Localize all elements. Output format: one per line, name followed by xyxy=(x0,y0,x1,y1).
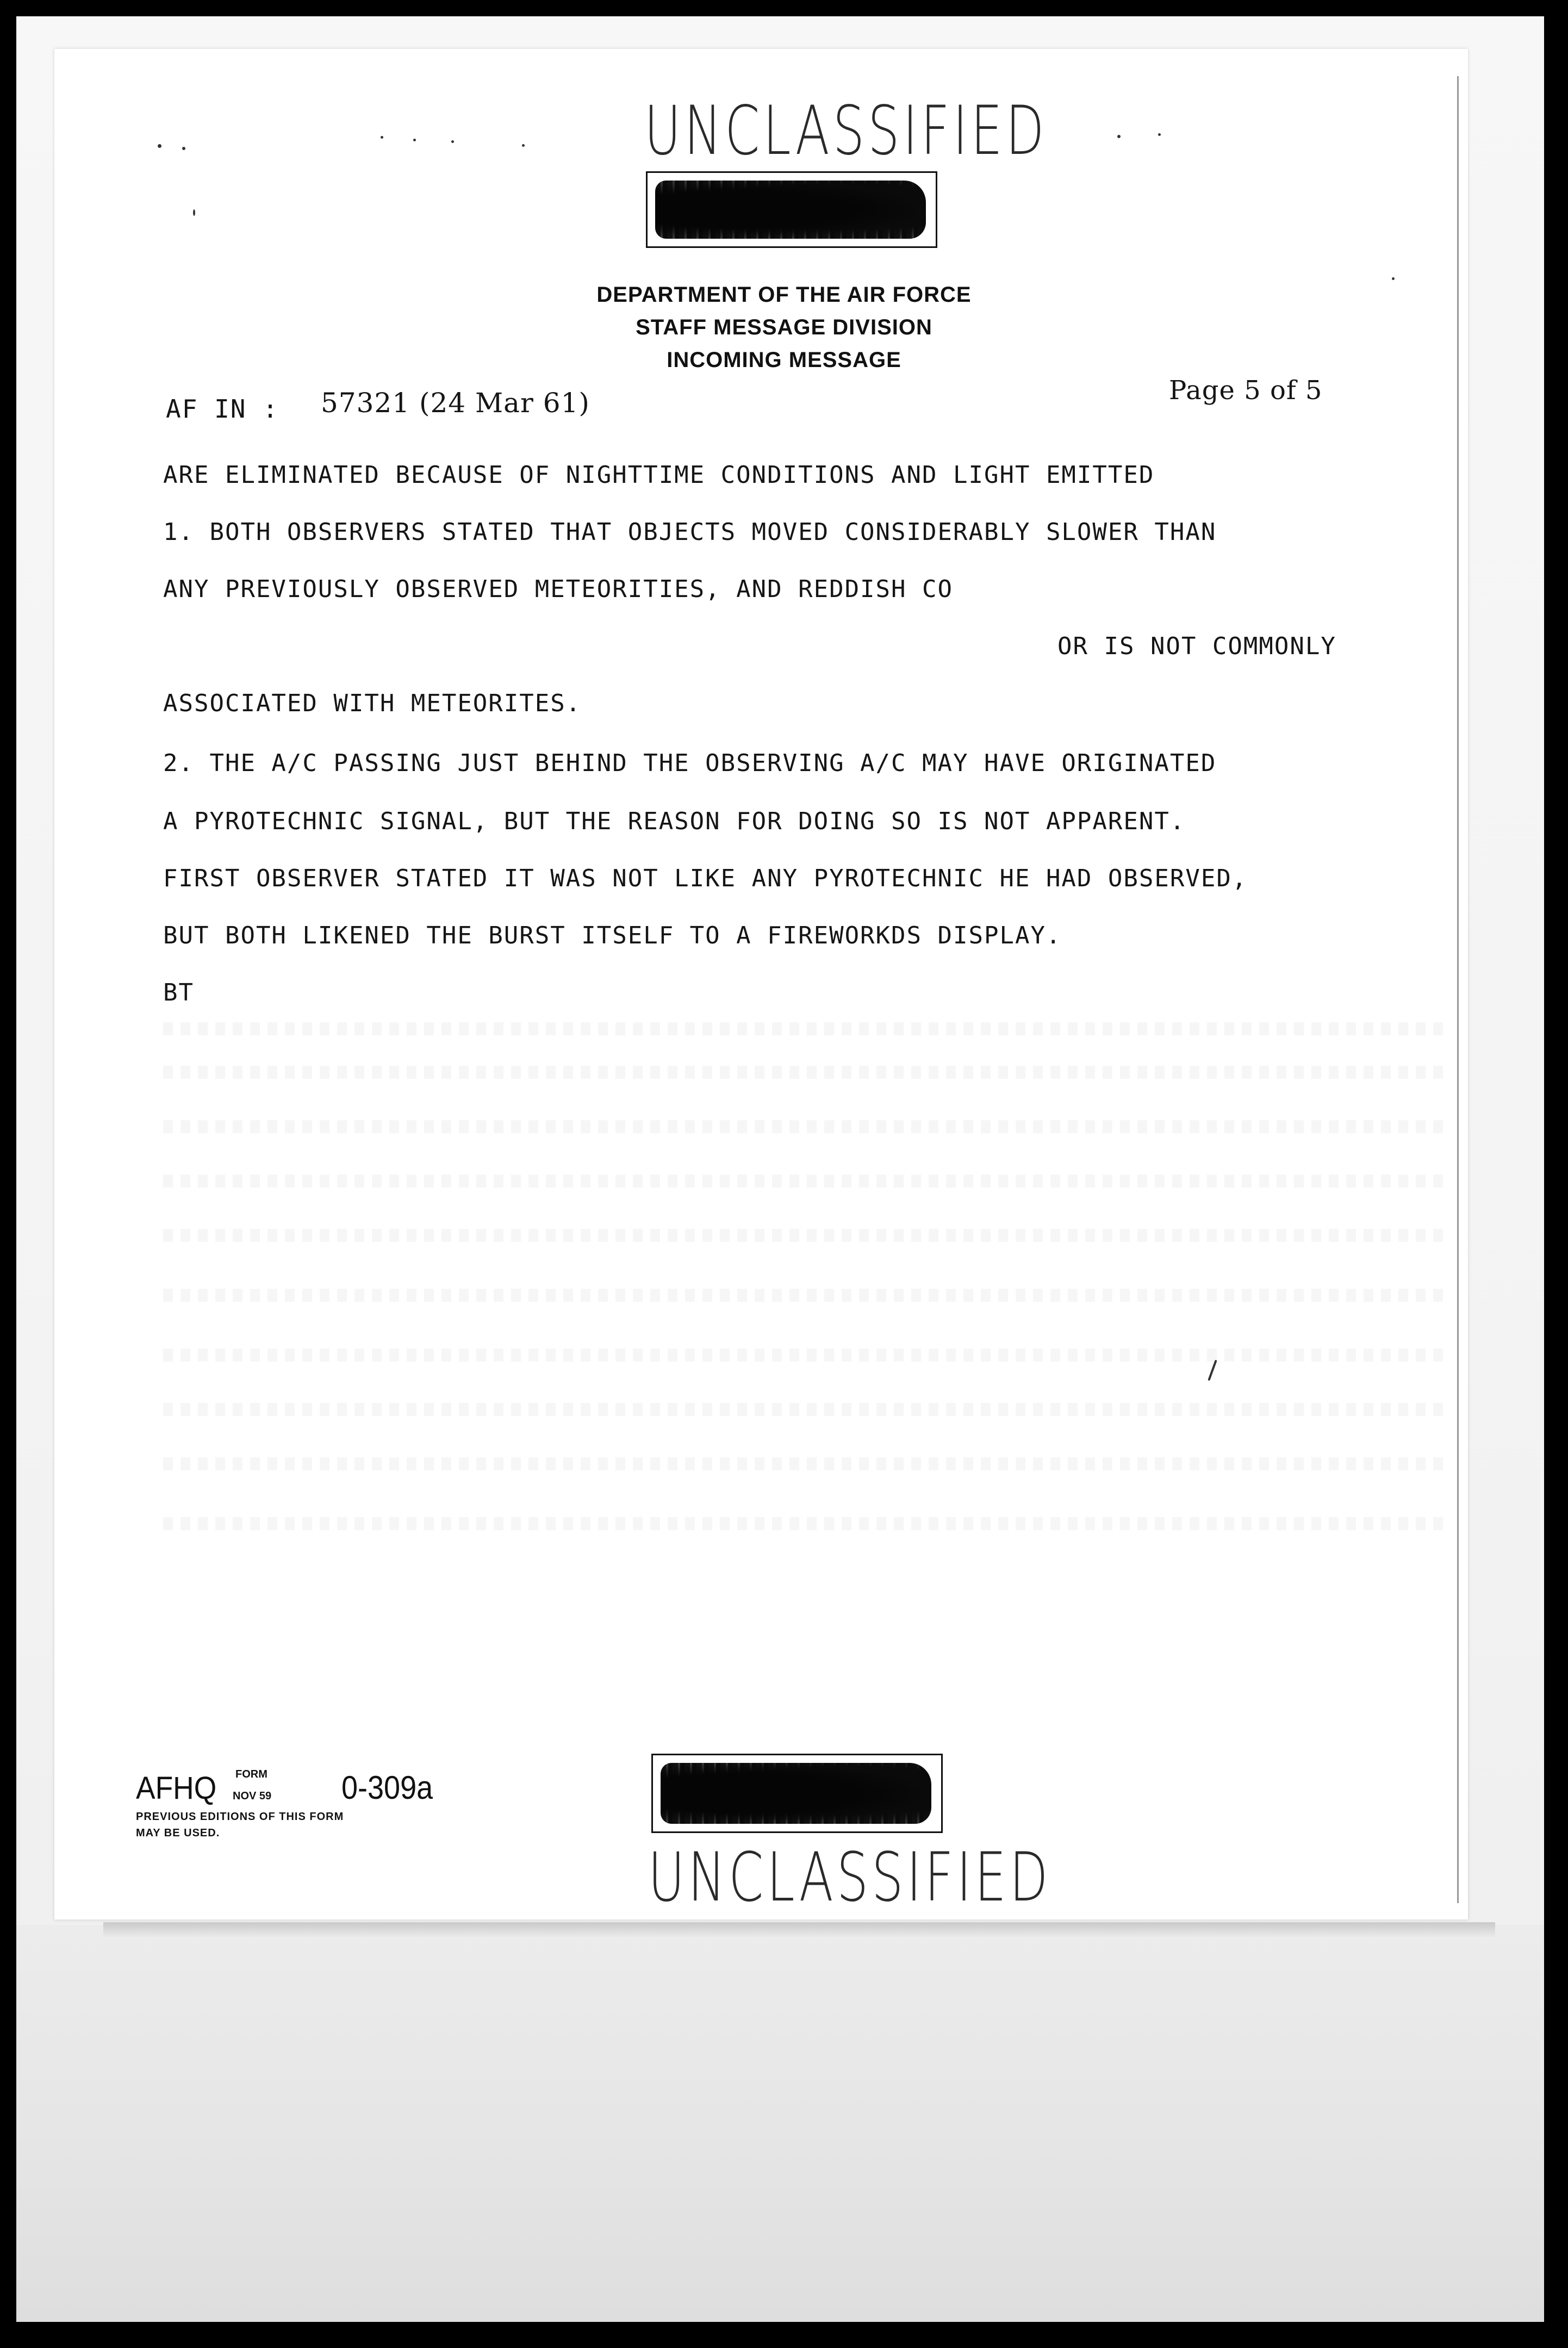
header-message-type: INCOMING MESSAGE xyxy=(667,348,901,372)
bleed-through-line xyxy=(163,1066,1446,1079)
bleed-through-line xyxy=(163,1457,1446,1470)
sheet-shadow xyxy=(103,1922,1495,1939)
message-line: 1. BOTH OBSERVERS STATED THAT OBJECTS MOVED CONSIDERABLY SLOWER THAN xyxy=(163,518,1217,546)
form-org: AFHQ xyxy=(136,1771,217,1806)
form-note-line2: MAY BE USED. xyxy=(136,1827,220,1839)
redaction-mark xyxy=(655,181,926,239)
scan-speck xyxy=(1392,277,1395,280)
af-in-number: 57321 (24 Mar 61) xyxy=(321,387,590,419)
bleed-through-line xyxy=(163,1022,1446,1035)
message-line: A PYROTECHNIC SIGNAL, BUT THE REASON FOR DOING SO IS NOT APPARENT. xyxy=(163,807,1186,835)
scan-speck xyxy=(1158,133,1161,136)
page-indicator: Page 5 of 5 xyxy=(1169,375,1323,406)
af-in-label: AF IN : xyxy=(166,394,279,424)
scan-lower-band xyxy=(16,1925,1544,2322)
bleed-through-line xyxy=(163,1120,1446,1133)
header-department: DEPARTMENT OF THE AIR FORCE xyxy=(596,283,972,307)
message-line: ARE ELIMINATED BECAUSE OF NIGHTTIME CONDITIONS AND LIGHT EMITTED xyxy=(163,461,1155,489)
form-number: 0-309a xyxy=(341,1769,433,1806)
message-line: BUT BOTH LIKENED THE BURST ITSELF TO A FIREWORKDS DISPLAY. xyxy=(163,922,1062,949)
classification-stamp-top: UNCLASSIFIED xyxy=(644,91,1048,170)
message-line: FIRST OBSERVER STATED IT WAS NOT LIKE ANY PYROTECHNIC HE HAD OBSERVED, xyxy=(163,865,1248,892)
message-line: BT xyxy=(163,979,194,1007)
scan-speck xyxy=(1117,135,1121,138)
bleed-through-line xyxy=(163,1349,1446,1362)
scan-speck xyxy=(182,147,185,150)
scan-speck xyxy=(193,209,195,216)
scan-speck xyxy=(451,140,454,143)
scan-speck xyxy=(413,139,416,141)
scan-speck xyxy=(522,144,525,147)
redaction-box-top xyxy=(646,171,937,248)
scan-speck xyxy=(158,144,161,148)
message-line: OR IS NOT COMMONLY xyxy=(1057,632,1336,660)
bleed-through-line xyxy=(163,1229,1446,1242)
bleed-through-line xyxy=(163,1175,1446,1188)
classification-stamp-bottom: UNCLASSIFIED xyxy=(648,1838,1051,1917)
scan-speck xyxy=(381,136,383,139)
form-date: NOV 59 xyxy=(233,1790,272,1802)
message-line: ANY PREVIOUSLY OBSERVED METEORITIES, AND REDDISH CO xyxy=(163,575,954,603)
redaction-box-bottom xyxy=(651,1754,943,1833)
header-division: STAFF MESSAGE DIVISION xyxy=(636,315,932,339)
redaction-mark xyxy=(661,1763,931,1824)
message-line: ASSOCIATED WITH METEORITES. xyxy=(163,690,582,717)
form-note-line1: PREVIOUS EDITIONS OF THIS FORM xyxy=(136,1811,344,1823)
bleed-through-line xyxy=(163,1403,1446,1416)
bleed-through-line xyxy=(163,1517,1446,1530)
form-word: FORM xyxy=(235,1768,267,1780)
message-line: 2. THE A/C PASSING JUST BEHIND THE OBSERVING A/C MAY HAVE ORIGINATED xyxy=(163,749,1217,777)
bleed-through-line xyxy=(163,1289,1446,1302)
